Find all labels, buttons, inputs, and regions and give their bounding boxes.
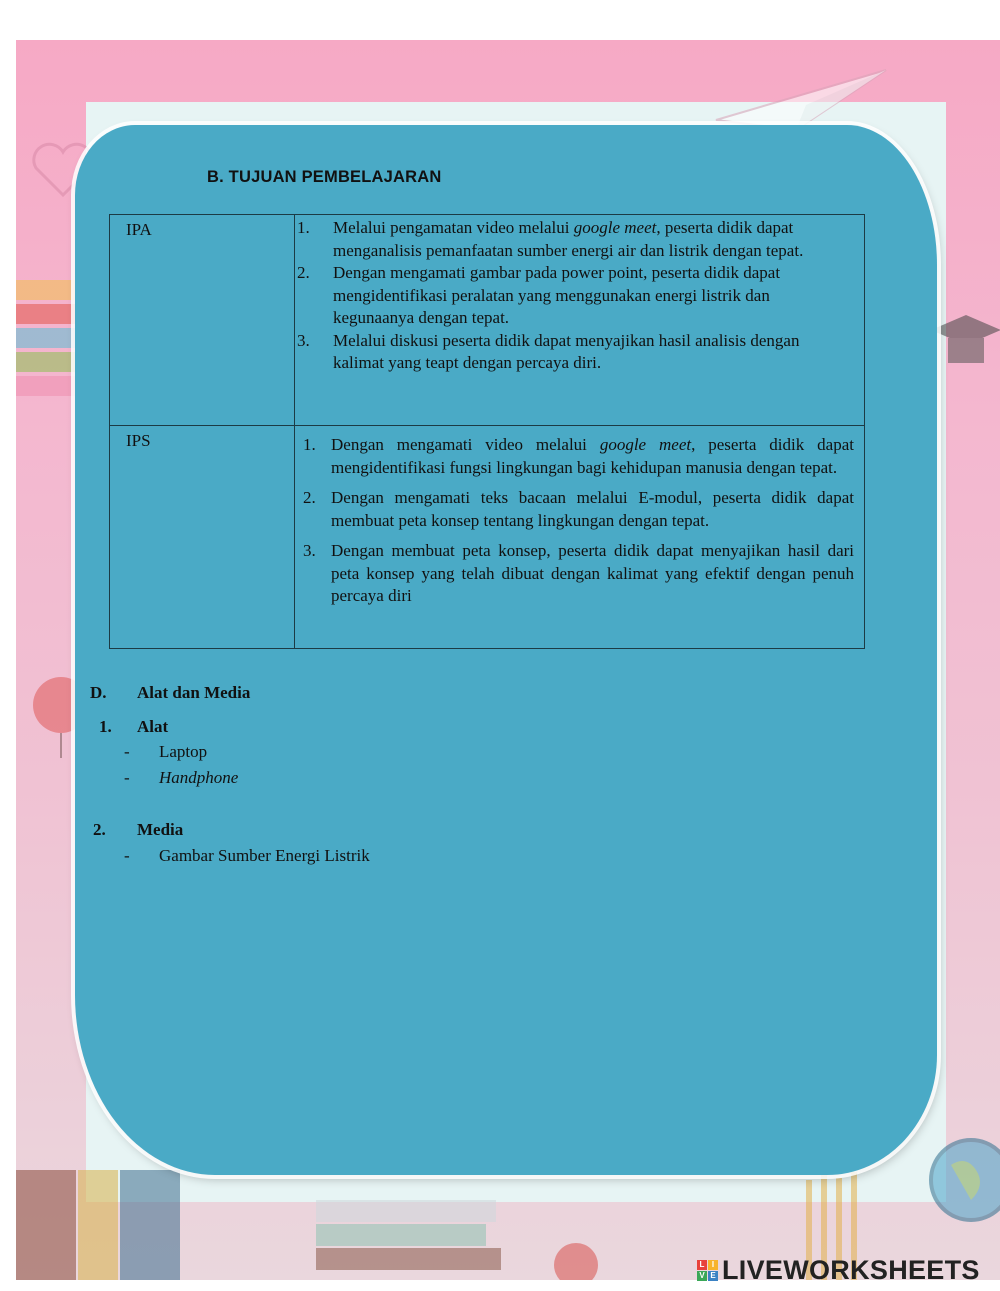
alat-item-handphone: Handphone [159, 768, 239, 787]
list-item: 2. Dengan mengamati teks bacaan melalui E-modul, peserta didik dapat membuat peta konsep tentang lingkungan dengan tepat. [303, 488, 854, 530]
objectives-cell-ipa [295, 215, 865, 426]
ipa-objectives-list [295, 217, 854, 375]
media-item-dash: - [124, 846, 130, 865]
media-number: 2. [93, 820, 106, 839]
media-title: Media [137, 820, 184, 839]
table-row [110, 215, 865, 426]
learning-objectives-table [109, 214, 865, 649]
objectives-cell-ips [295, 426, 865, 649]
section-d-title: Alat dan Media [137, 683, 251, 702]
subject-cell-ips: IPS [110, 426, 295, 649]
liveworksheets-wordmark: LIVEWORKSHEETS [722, 1254, 980, 1285]
liveworksheets-mark-icon: L I V E [697, 1260, 718, 1281]
list-item: 1. Melalui pengamatan video melalui google meet, peserta didik dapat menganalisis pemanfaatan sumber energi air dan listrik dengan tepat. [297, 218, 804, 260]
table-row [110, 426, 865, 649]
list-item: 3. Dengan membuat peta konsep, peserta didik dapat menyajikan hasil dari peta konsep yang telah dibuat dengan kalimat yang efektif dengan penuh percaya diri [303, 541, 854, 605]
alat-title: Alat [137, 717, 169, 736]
media-item-gambar: Gambar Sumber Energi Listrik [159, 846, 370, 865]
alat-item-dash: - [124, 742, 130, 761]
subject-cell-ipa: IPA [110, 215, 295, 426]
list-item: 3. Melalui diskusi peserta didik dapat menyajikan hasil analisis dengan kalimat yang teapt dengan percaya diri. [297, 330, 800, 372]
list-item: 1. Dengan mengamati video melalui google meet, peserta didik dapat mengidentifikasi fungsi lingkungan bagi kehidupan manusia dengan tepat. [303, 435, 854, 477]
list-item: 2. Dengan mengamati gambar pada power point, peserta didik dapat mengidentifikasi peralatan yang menggunakan energi listrik dan kegunaanya dengan tepat. [297, 263, 781, 327]
graduation-cap-icon [926, 300, 1000, 390]
ips-objectives-list [295, 428, 854, 608]
section-d-letter: D. [90, 683, 107, 702]
alat-item-dash: - [124, 768, 130, 787]
liveworksheets-logo [697, 1253, 980, 1287]
alat-number: 1. [99, 717, 112, 736]
alat-item-laptop: Laptop [159, 742, 208, 761]
section-b-heading: B. TUJUAN PEMBELAJARAN [207, 168, 442, 186]
